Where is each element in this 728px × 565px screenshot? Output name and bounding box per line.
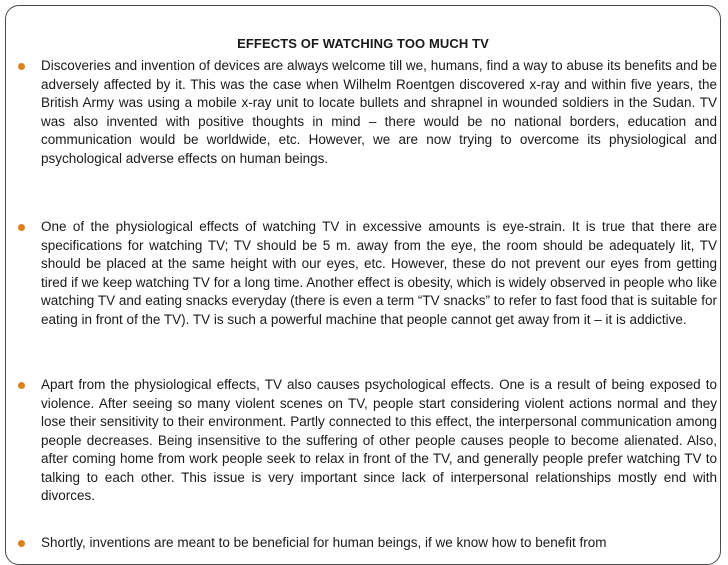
bullet-text: One of the physiological effects of watching TV in excessive amounts is eye-strain. It is true that there are specifications for watching TV; TV should be 5 m. away from the eye, the room should be adequately lit, TV should be placed at the same height with our eyes, etc. However, these do not prevent our eyes from getting tired if we keep watching TV for a long time. Another effect is obesity, which is widely observed in people who like watching TV and eating snacks everyday (there is even a term “TV snacks” to refer to fast food that is suitable for eating in front of the TV). TV is such a powerful machine that people cannot get away from it – it is addictive. xyxy=(41,219,717,327)
bullet-dot-icon xyxy=(18,382,25,389)
bullet-text: Apart from the physiological effects, TV also causes psychological effects. One is a result of being exposed to violence. After seeing so many violent scenes on TV, people start considering violent actions normal and they lose their sensitivity to their environment. Partly connected to this effect, the interpersonal communication among people decreases. Being insensitive to the suffering of other people causes people to become alienated. Also, after coming home from work people seek to relax in front of the TV, and generally people prefer watching TV to talking to each other. This issue is very important since lack of interpersonal relationships mostly end with divorces. xyxy=(41,377,717,503)
bullet-text: Shortly, inventions are meant to be beneficial for human beings, if we know how to benefit from xyxy=(41,535,607,550)
slide-frame xyxy=(5,5,721,565)
bullet-dot-icon xyxy=(18,63,25,70)
bullet-text: Discoveries and invention of devices are always welcome till we, humans, find a way to abuse its benefits and be adversely affected by it. This was the case when Wilhelm Roentgen discovered x-ray and within five years, the British Army was using a mobile x-ray unit to locate bullets and shrapnel in wounded soldiers in the Sudan. TV was also invented with positive thoughts in mind – there would be no national borders, education and communication would be worldwide, etc. However, we are now trying to overcome its physiological and psychological adverse effects on human beings. xyxy=(41,58,717,166)
bullet-dot-icon xyxy=(18,224,25,231)
slide-title: EFFECTS OF WATCHING TOO MUCH TV xyxy=(237,36,489,51)
